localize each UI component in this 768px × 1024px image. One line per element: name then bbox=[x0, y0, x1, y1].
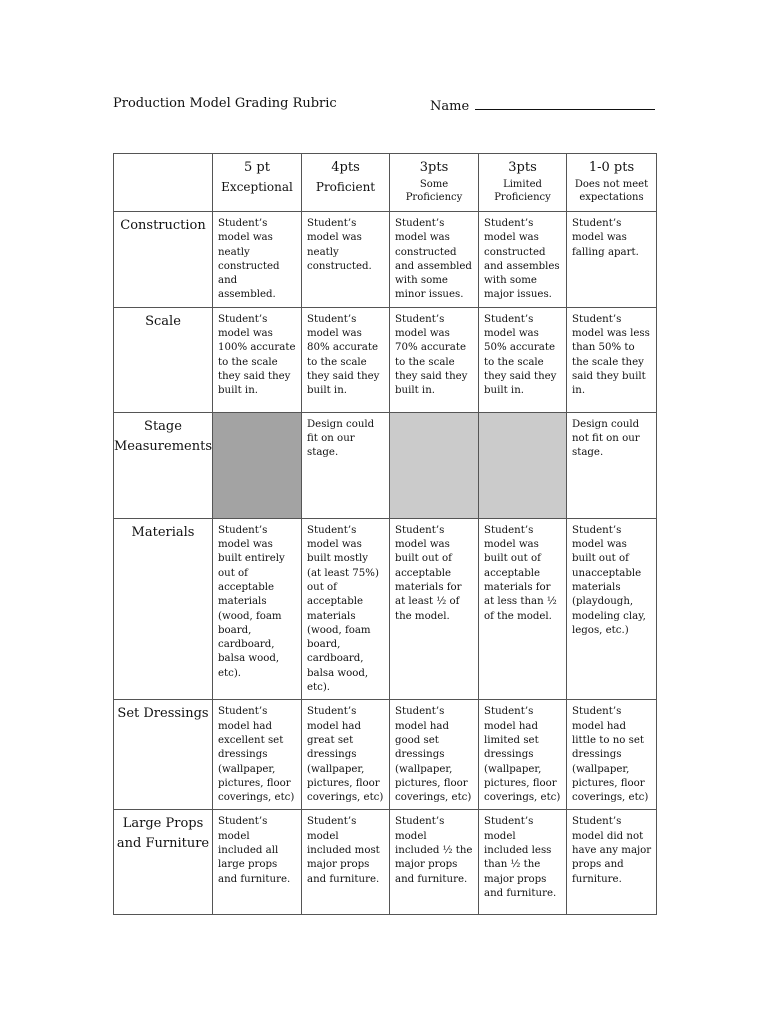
rubric-row-set-dressings bbox=[114, 700, 657, 810]
category-label: Set Dressings bbox=[114, 700, 213, 810]
rubric-table bbox=[113, 153, 657, 915]
criteria-cell: Student’s model had limited set dressings (wallpaper, pictures, floor coverings, etc) bbox=[479, 700, 567, 810]
criteria-cell: Student’s model was constructed and assembles with some major issues. bbox=[479, 212, 567, 308]
rubric-row-scale bbox=[114, 307, 657, 412]
criteria-cell: Student’s model was 100% accurate to the scale they said they built in. bbox=[213, 307, 302, 412]
column-header-some-proficiency bbox=[390, 154, 479, 212]
criteria-cell: Student’s model included less than ½ the major props and furniture. bbox=[479, 810, 567, 915]
criteria-cell: Student’s model was less than 50% to the scale they said they built in. bbox=[567, 307, 657, 412]
rubric-row-stage-measurements bbox=[114, 412, 657, 518]
category-label: Scale bbox=[114, 307, 213, 412]
column-points: 5 pt bbox=[244, 160, 270, 175]
criteria-cell: Student’s model had good set dressings (wallpaper, pictures, floor coverings, etc) bbox=[390, 700, 479, 810]
criteria-cell: Student’s model was built entirely out of acceptable materials (wood, foam board, cardboard, balsa wood, etc). bbox=[213, 518, 302, 700]
column-label: Limited Proficiency bbox=[494, 179, 551, 203]
category-label: Stage Measurements bbox=[114, 412, 213, 518]
shaded-cell bbox=[479, 412, 567, 518]
page-title: Production Model Grading Rubric bbox=[113, 96, 337, 111]
criteria-cell: Student’s model was 70% accurate to the scale they said they built in. bbox=[390, 307, 479, 412]
criteria-cell: Student’s model was built mostly (at least 75%) out of acceptable materials (wood, foam board, cardboard, balsa wood, etc). bbox=[302, 518, 390, 700]
criteria-cell: Student’s model was built out of acceptable materials for at least ½ of the model. bbox=[390, 518, 479, 700]
column-points: 3pts bbox=[508, 160, 537, 175]
criteria-cell: Student’s model did not have any major props and furniture. bbox=[567, 810, 657, 915]
criteria-cell: Student’s model was constructed and assembled with some minor issues. bbox=[390, 212, 479, 308]
column-header-does-not-meet bbox=[567, 154, 657, 212]
criteria-cell: Student’s model was neatly constructed. bbox=[302, 212, 390, 308]
column-header-proficient bbox=[302, 154, 390, 212]
criteria-cell: Student’s model included most major props and furniture. bbox=[302, 810, 390, 915]
category-label: Construction bbox=[114, 212, 213, 308]
rubric-row-construction bbox=[114, 212, 657, 308]
column-label: Some Proficiency bbox=[405, 179, 463, 203]
criteria-cell: Student’s model was neatly constructed and assembled. bbox=[213, 212, 302, 308]
criteria-cell: Design could not fit on our stage. bbox=[567, 412, 657, 518]
criteria-cell: Student’s model was 50% accurate to the scale they said they built in. bbox=[479, 307, 567, 412]
name-blank-line bbox=[475, 96, 655, 110]
header-row bbox=[114, 154, 657, 212]
name-field bbox=[430, 96, 655, 114]
column-points: 4pts bbox=[331, 160, 360, 175]
criteria-cell: Student’s model had excellent set dressings (wallpaper, pictures, floor coverings, etc) bbox=[213, 700, 302, 810]
column-header-exceptional bbox=[213, 154, 302, 212]
criteria-cell: Design could fit on our stage. bbox=[302, 412, 390, 518]
shaded-cell bbox=[213, 412, 302, 518]
corner-cell bbox=[114, 154, 213, 212]
category-label: Materials bbox=[114, 518, 213, 700]
criteria-cell: Student’s model was built out of unacceptable materials (playdough, modeling clay, legos, etc.) bbox=[567, 518, 657, 700]
column-label: Proficient bbox=[315, 180, 376, 194]
category-label: Large Props and Furniture bbox=[114, 810, 213, 915]
column-points: 1-0 pts bbox=[588, 160, 635, 175]
criteria-cell: Student’s model included ½ the major props and furniture. bbox=[390, 810, 479, 915]
column-points: 3pts bbox=[419, 160, 449, 175]
criteria-cell: Student’s model was falling apart. bbox=[567, 212, 657, 308]
name-label: Name bbox=[430, 99, 470, 114]
rubric-row-large-props bbox=[114, 810, 657, 915]
criteria-cell: Student’s model was built out of acceptable materials for at less than ½ of the model. bbox=[479, 518, 567, 700]
shaded-cell bbox=[390, 412, 479, 518]
rubric-row-materials bbox=[114, 518, 657, 700]
column-label: Exceptional bbox=[221, 180, 293, 194]
criteria-cell: Student’s model had little to no set dressings (wallpaper, pictures, floor coverings, etc) bbox=[567, 700, 657, 810]
criteria-cell: Student’s model included all large props and furniture. bbox=[213, 810, 302, 915]
page-header bbox=[113, 96, 653, 114]
criteria-cell: Student’s model had great set dressings (wallpaper, pictures, floor coverings, etc) bbox=[302, 700, 390, 810]
column-header-limited-proficiency bbox=[479, 154, 567, 212]
column-label: Does not meet expectations bbox=[574, 179, 649, 203]
criteria-cell: Student’s model was 80% accurate to the scale they said they built in. bbox=[302, 307, 390, 412]
